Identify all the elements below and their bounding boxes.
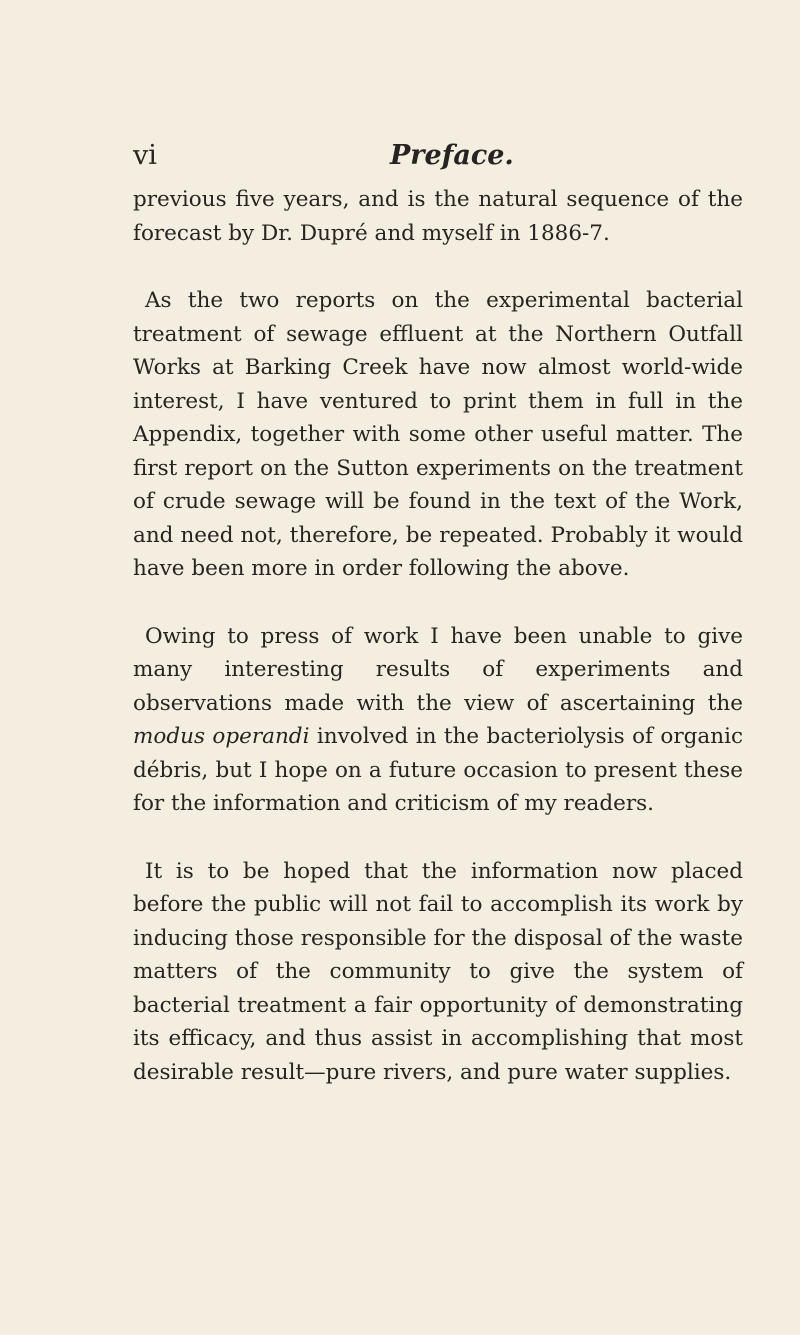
paragraph-3-italic-phrase: modus operandi bbox=[133, 724, 310, 749]
page-header bbox=[133, 140, 743, 174]
paragraph-3-text-end: involved in the bacteriolysis of organic débris, but I hope on a future occasion to present these for the information and criticism of my readers. bbox=[133, 724, 743, 816]
body-text bbox=[133, 183, 743, 1089]
paragraph-1: previous five years, and is the natural sequence of the forecast by Dr. Dupré and myself in 1886-7. bbox=[133, 187, 743, 246]
page-number: vi bbox=[133, 140, 157, 171]
running-title: Preface. bbox=[390, 140, 514, 171]
paragraph-3 bbox=[133, 620, 743, 821]
paragraph-3-text-start: Owing to press of work I have been unable to give many interesting results of experiments and observations made with the view of ascertaining the bbox=[133, 623, 743, 716]
paragraph-2: As the two reports on the experimental bacterial treatment of sewage effluent at the Northern Outfall Works at Barking Creek have now almost world-wide interest, I have ventured to print them in full in the Appendix, together with some other useful matter. The first report on the Sutton experiments on the treatment of crude sewage will be found in the text of the Work, and need not, therefore, be repeated. Probably it would have been more in order following the above. bbox=[133, 288, 743, 581]
paragraph-4: It is to be hoped that the information now placed before the public will not fail to accomplish its work by inducing those responsible for the disposal of the waste matters of the community to give the system of bacterial treatment a fair opportunity of demonstrating its efficacy, and thus assist in accomplishing that most desirable result—pure rivers, and pure water supplies. bbox=[133, 858, 743, 1085]
